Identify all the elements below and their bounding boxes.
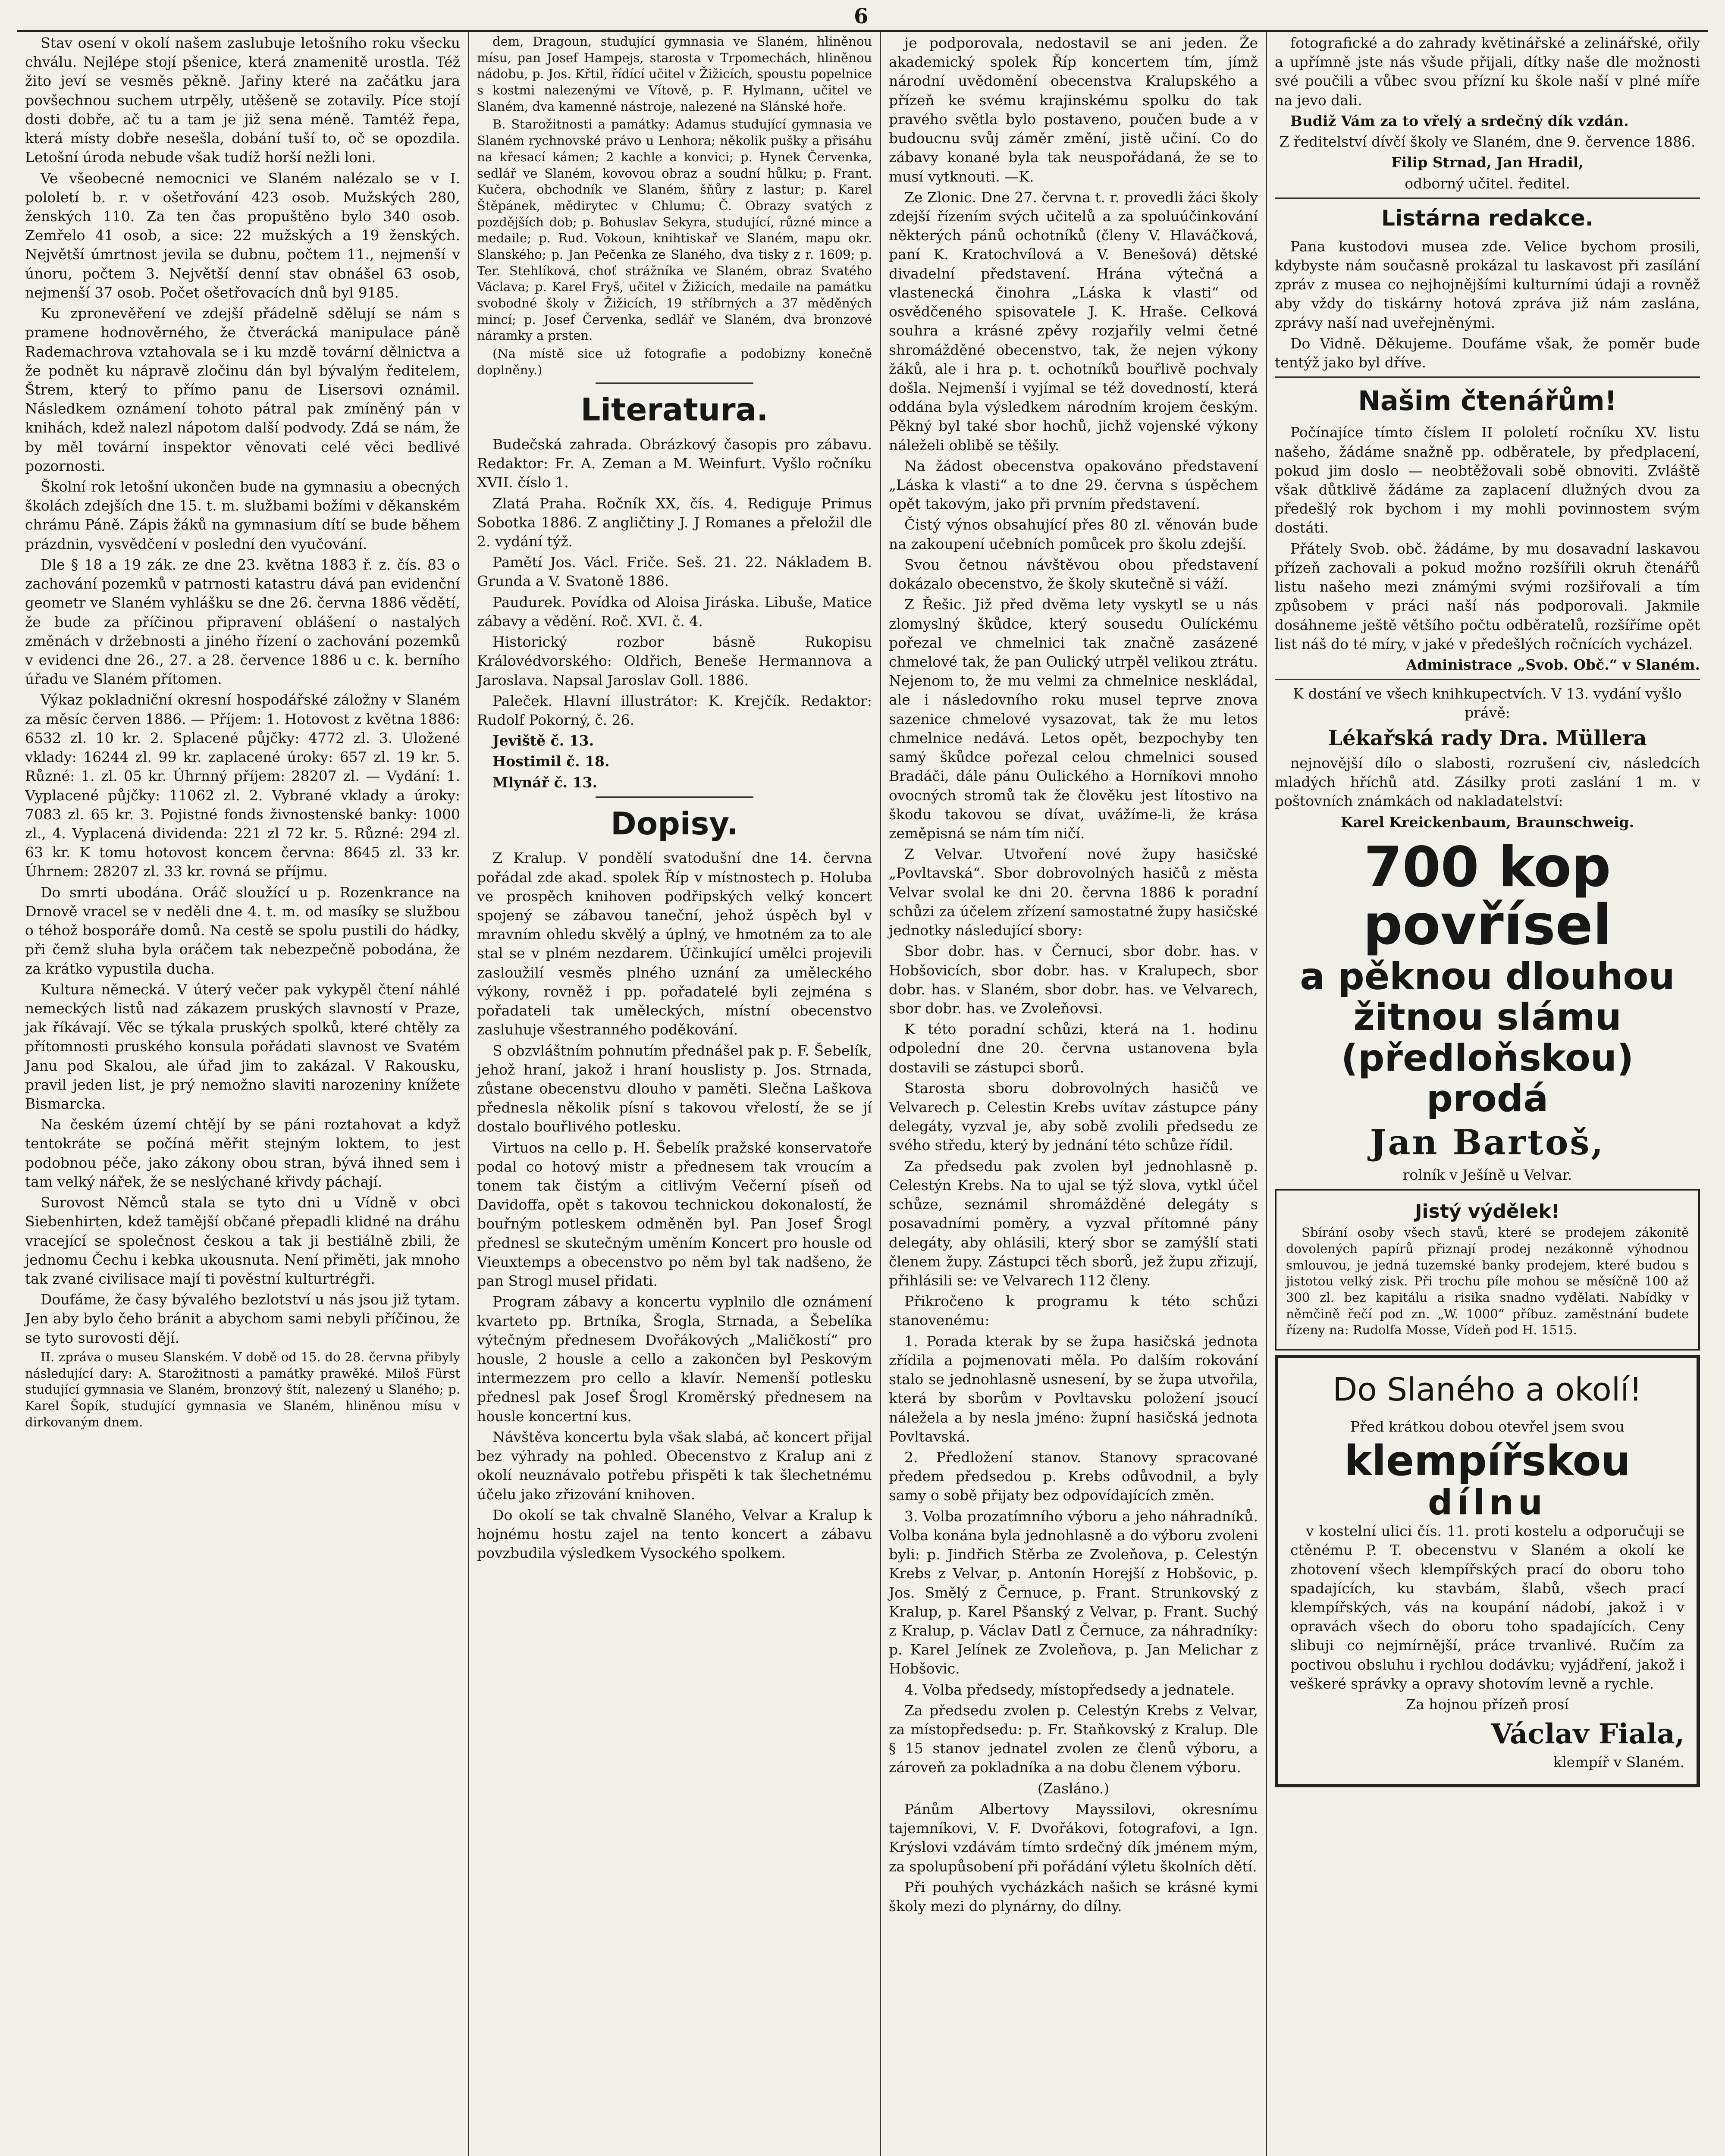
lekarska-intro: K dostání ve všech knihkupectvích. V 13. vydání vyšlo právě: [1293,685,1682,721]
article-paragraph: Do okolí se tak chvalně Slaného, Velvar a Kralup k hojnému hostu zajel na tento koncert a zábavu povzbudila výsledkem Vysockého spolkem. [477,1506,872,1562]
literatura-heading: Literatura. [580,392,768,428]
article-paragraph: Program zábavy a koncertu vyplnilo dle oznámení kvarteto pp. Brtníka, Šrogla, Strnada, a Šebelíka výtečným přednesem Dvořákových „Maličkostí“ pro housle, 2 housle a cello a zakončen byl Peskovým intermezzem pro cello a klavír. Nemenší potlesku přednesl pak Josef Šrogl Kroměrský přednesem na housle koncertní kus. [477,1293,872,1425]
letter-roles: odborný učitel. ředitel. [1405,175,1570,192]
article-paragraph: (Na místě sice už fotografie a podobizny konečně doplněny.) [477,346,872,377]
klempir-intro: Před krátkou dobou otevřel jsem svou [1350,1418,1625,1435]
article-paragraph: 2. Předložení stanov. Stanovy spracované předem předsedou p. Krebs odůvodnil, a byly samy o sobě přijaty bez odpovídajících změn. [889,1448,1258,1504]
article-paragraph: 3. Volba prozatímního výboru a jeho náhradníků. Volba konána byla jednohlasně a do výboru zvoleni byli: p. Jindřich Stěrba ze Zvoleňova, p. Celestýn Krebs z Velvar, p. Antonín Horejší z Hobšovic, p. Jos. Smělý z Černuce, p. Frant. Strunkovský z Kralup, p. Karel Pšanský z Velvar, p. Frant. Suchý z Kralup, p. Václav Datl z Černuce, za náhradníky: p. Karel Jelínek ze Zvoleňova, p. Jan Melichar z Hobšovic. [889,1507,1258,1677]
administrace-sign: Administrace „Svob. Obč.“ v Slaném. [1406,656,1700,673]
klempir-ad [1275,1355,1700,1787]
column-4 [1266,32,1708,2156]
article-paragraph: Do smrti ubodána. Oráč sloužící u p. Rozenkrance na Drnově vracel se v neděli dne 4. t. m. od masíky se službou o téhož bosporáře domů. Na cestě se spolu pustili do hádky, při čemž sluha byla oráčem tak nebezpečně pobodána, že za krátko vypustila ducha. [25,884,460,977]
lekarska-title: Lékařská rady Dra. Müllera [1328,726,1647,750]
article-paragraph: Dle § 18 a 19 zák. ze dne 23. května 1883 ř. z. čís. 83 o zachování pozemků v patrnosti katastru dává pan evidenční geometr ve Slaném vyhlášku se dne 26. června 1886 vědětí, že bude za příčinou připravení oblášení o nastalých změnách v držebnosti a jiného řízení o zachování pozemků v evidenci dne 26., 27. a 28. července 1886 u c. k. berního úřadu ve Slaném přítomen. [25,556,460,688]
literature-item: Budečská zahrada. Obrázkový časopis pro zábavu. Redaktor: Fr. A. Zeman a M. Weinfurt. Vyšlo ročníku XVII. číslo 1. [477,436,872,491]
divider [1275,197,1700,199]
article-paragraph: Školní rok letošní ukončen bude na gymnasiu a obecných školách zdejších dne 15. t. m. službami božími v děkanském chrámu Páně. Zápis žáků na gymnasium dítí se bude během prázdnin, vysvědčení v poslední den vyučování. [25,478,460,552]
article-paragraph: K této poradní schůzi, která na 1. hodinu odpolední dne 20. června ustanovena byla dostavili se zástupci sborů. [889,1021,1258,1076]
divider [1275,679,1700,680]
kop-text: a pěknou dlouhou žitnou slámu (předloňskou) prodá [1300,955,1675,1121]
klempir-big: klempířskou [1344,1436,1631,1485]
lekarska-seller: Karel Kreickenbaum, Braunschweig. [1340,813,1634,830]
vydelek-ad [1275,1189,1700,1351]
article-paragraph: Návštěva koncertu byla však slabá, ač koncert přijal bez výhrady na pohled. Obecenstvo z Kralup ani z okolí neuznávalo potřebu přispěti k tak šlechetnému účelu jako zřizování knihoven. [477,1428,872,1503]
klempir-greeting: Za hojnou přízeň prosí [1406,1696,1569,1713]
column-1 [17,32,468,2156]
article-paragraph: Stav osení v okolí našem zaslubuje letošního roku všecku chválu. Nejlépe stojí pšenice, která znamenitě urostla. Též žito jeví se vesměs pěkně. Jařiny které na začátku jara povšechnou suchem utrpěly, utěšeně se zotavily. Píce stojí dosti dobře, ač tu a tam je již sena méně. Tamtéž řepa, která místy dobře nesešla, dobání tuší to, oč se opozdila. Letošní úroda nebude však tudíž horší nežli loni. [25,34,460,166]
article-paragraph: B. Starožitnosti a památky: Adamus studující gymnasia ve Slaném rychnovské právo u Lenhora; několik pušky a přisáhu na křesací kámen; 2 kachle a konvici; p. Hynek Červenka, sedlář ve Slaném, kovovou obraz a soudní hůlku; p. Frant. Kučera, obchodník ve Slaném, šňůry z lastur; p. Karel Štěpánek, mědirytec v Chlumu; Č. Obrazy svatých z pozdějších dob; p. Bohuslav Sekyra, studující, různé mince a medaile; p. Rud. Vokoun, knihtiskař ve Slaném, mapu okr. Slanského; p. Jan Pečenka ze Slaného, dva tisky z r. 1609; p. Ter. Stehlíková, choť strážníka ve Slaném, obraz Svatého Václava; p. Karel Fryš, učitel v Žižicích, medaile na památku svobodné školy v Žižicích, 19 stříbrných a 37 měděných mincí; p. Josef Červenka, sedlář ve Slaném, dva bronzové náramky a prsten. [477,117,872,343]
listarna-text: Do Vidně. Děkujeme. Doufáme však, že poměr bude tentýž jako byl dříve. [1275,335,1700,371]
klempir-sign: Václav Fiala, [1491,1718,1684,1751]
article-paragraph: Čistý výnos obsahující přes 80 zl. věnován bude na zakoupení učebních pomůcek pro školu zdejší. [889,516,1258,552]
article-paragraph: Surovost Němců stala se tyto dni u Vídně v obci Siebenhirten, kdež tamější občané přepadli klidné na dráhu vracející se společnost českou a tak ji bestiálně zbili, že jednomu Čechu i kebka ukousnuta. Není přiměti, jak mnoho tak zvané civilisace mají ti pověstní kulturtrégři. [25,1194,460,1287]
newspaper-page [17,30,1708,2156]
article-paragraph: Ve všeobecné nemocnici ve Slaném nalézalo se v I. pololetí b. r. v ošetřování 423 osob. Mužských 280, ženských 110. Za ten čas propuštěno bylo 340 osob. Zemřelo 41 osob, a sice: 22 mužských a 19 ženských. Největší úmrtnost jevila se dubnu, počtem 11., nejmenší v únoru, počtem 3. Největší denní stav obnášel 63 osob, nejmenší 37 osob. Počet ošetřovacích dnů byl 9185. [25,169,460,301]
article-paragraph: Výkaz pokladniční okresní hospodářské záložny v Slaném za měsíc červen 1886. — Příjem: 1. Hotovost z května 1886: 6532 zl. 10 kr. 2. Splacené půjčky: 4772 zl. 3. Uložené vklady: 16244 zl. 99 kr. zaplacené úroky: 657 zl. 19 kr. 5. Různé: 1. zl. 05 kr. Úhrnný příjem: 28207 zl. — Vydání: 1. Vyplacené půjčky: 11062 zl. 2. Vybrané vklady a úroky: 7083 zl. 65 kr. 3. Pojistné fonds živnostenské banky: 1000 zl., 4. Vyplacená dividenda: 221 zl 72 kr. 5. Různé: 294 zl. 63 kr. K tomu hotovost koncem června: 8645 zl. 33 kr. Úhrnem: 28207 zl. 33 kr. rovná se příjmu. [25,691,460,880]
kop-seller: Jan Bartoš, [1370,1122,1605,1163]
article-paragraph: S obzvláštním pohnutím přednášel pak p. F. Šebelík, jehož hraní, jakož i hraní houslisty p. Jos. Strnada, zůstane obecenstvu dlouho v paměti. Slečna Laškova přednesla několik písní s takovou vřelostí, že se jí dostalo bouřlivého potlesku. [477,1042,872,1135]
article-paragraph: II. zpráva o museu Slanském. V době od 15. do 28. června přibyly následující dary: A. Starožitnosti a památky prawěké. Miloš Fürst studující gymnasia ve Slaném, bronzový štít, nalezený u Slaného; p. Karel Šopík, studující gymnasia ve Slaném, hliněnou mísu v dirkovaným dnem. [25,1349,460,1429]
article-paragraph: Na žádost obecenstva opakováno představení „Láska k vlasti“ a to dne 29. června s úspěchem opět takovým, jako při prvním představení. [889,457,1258,513]
klempir-head: Do Slaného a okolí! [1333,1371,1642,1409]
article-paragraph: fotografické a do zahrady květinářské a zelinářské, ořily a upřímně jste nás všude přijali, dítky naše dle možnosti své poučili a vůbec svou přízní ku škole naší v plné míře na jevo dali. [1275,34,1700,109]
literature-item: Paleček. Hlavní illustrátor: K. Krejčík. Redaktor: Rudolf Pokorný, č. 26. [477,692,872,728]
kop-headline: 700 kop povřísel [1363,835,1612,958]
divider [596,382,753,384]
article-paragraph: Za předsedu pak zvolen byl jednohlasně p. Celestýn Krebs. Na to ujal se týž slova, vytkl účel schůze, seznámil shromážděné delegáty s posavadními poměry, a vyzval přítomné pány delegáty, aby ohlásili, který sbor se zamýšlí stati členem župy. Zástupci těch sborů, jež župu zřizují, přihlásili se: ve Velvarech 112 členy. [889,1157,1258,1289]
article-paragraph: Sbor dobr. has. v Černuci, sbor dobr. has. v Hobšovicích, sbor dobr. has. v Kralupech, sbor dobr. has. v Slaném, sbor dobr. has. ve Velvarech, sbor dobr. has. ve Zvoleňovsi. [889,943,1258,1017]
klempir-sub: klempíř v Slaném. [1553,1754,1684,1771]
letter-place: Z ředitelství dívčí školy ve Slaném, dne 9. července 1886. [1279,133,1696,150]
column-3 [880,32,1266,2156]
literature-item: Hostimil č. 18. [492,753,610,770]
letter-signatures: Filip Strnad, Jan Hradil, [1391,154,1584,171]
klempir-text: v kostelní ulici čís. 11. proti kostelu a odporučuji se ctěnému P. T. obecenstvu v Slaném a okolí ke zhotovení všech klempířských prací do oboru toho spadajících, ku stavbám, šlabů, všech prací klempířských, vás na koupání nádobí, jakož i v opravách všech do oboru toho spadajících. Ceny slibuji co nejmírnější, práce trvanlivé. Ručím za poctivou obsluhu i rychlou dodávku; vyjádření, jakož i veškeré správky a opravy shotovím levně a rychle. [1290,1523,1684,1692]
listarna-text: Pana kustodovi musea zde. Velice bychom prosili, kdybyste nám současně prokázal tu laskavost při zasílání zpráv z musea co nejhojnějšími kulturními údaji a rovněž aby vždy do tiskárny hotová zpráva již nám zaslána, zprávy naší nad uveřejněnými. [1275,238,1700,331]
column-2 [468,32,880,2156]
article-paragraph: Doufáme, že časy bývalého bezlotství u nás jsou již tytam. Jen aby bylo čeho bránit a abychom sami nebyli příčinou, že se tyto surovosti dějí. [25,1291,460,1346]
article-paragraph: 4. Volba předsedy, místopředsedy a jednatele. [904,1681,1235,1698]
listarna-heading: Listárna redakce. [1381,205,1593,231]
article-paragraph: Z Kralup. V pondělí svatodušní dne 14. června pořádal zde akad. spolek Říp v místnostech p. Holuba ve prospěch knihoven podřipských velký koncert spojený se zábavou taneční, jehož úspěch byl v mravním ohledu skvělý a úplný, ve hmotném za to ale stal se v plném nezdarem. Účinkující umělci projevili zasloužilí vesměs plného uznání za uměleckého výkony, rovněž i pp. pořadatelé byli zejména s pořadateli tak uměleckých, místní obecenstvo zasluhuje všestranného poděkování. [477,849,872,1038]
ctenari-text: Přátely Svob. obč. žádáme, by mu dosavadní laskavou přízeň zachovali a pokud možno rozšířili okruh čtenářů listu našeho mezi známými svými rozšiřovali a tím způsobem v práci naší nás podporovali. Jakmile dosáhneme ještě většího počtu odběratelů, rozšíříme opět list náš do té míry, v jaké v předešlých ročnících vycházel. [1275,540,1700,652]
article-paragraph: Z Velvar. Utvoření nové župy hasičské „Povltavská“. Sbor dobrovolných hasičů z města Velvar svolal ke dni 20. června 1886 k poradní schůzi za účelem zřízení samostatné župy hasičské jednotky následující sbory: [889,846,1258,939]
article-paragraph: Svou četnou návštěvou obou představení dokázalo obecenstvo, že školy skutečně si váží. [889,556,1258,592]
article-paragraph: dem, Dragoun, studující gymnasia ve Slaném, hliněnou mísu, pan Josef Hampejs, starosta v Trpomechách, hliněnou nádobu, p. Jos. Křtil, řídící učitel v Žižicích, spoustu popelnice s kostmi nalezenými ve Vítově, p. F. Hylmann, učitel ve Slaném, dva kamenné nástroje, nalezené na Slánské hoře. [477,34,872,114]
literature-item: Historický rozbor básně Rukopisu Královédvorského: Oldřich, Beneše Hermannova a Jaroslava. Napsal Jaroslav Goll. 1886. [477,633,872,689]
klempir-big2: dílnu [1427,1482,1547,1523]
lekarska-text: nejnovější dílo o slabosti, rozrušení civ, následcích mladých hříchů atd. Zásilky proti zaslání 1 m. v poštovních známkách od nakladatelství: [1275,754,1700,810]
ctenari-heading: Našim čtenářům! [1358,385,1617,417]
article-paragraph: Při pouhých vycházkách našich se krásné kymi školy mezi do plynárny, do dílny. [889,1878,1258,1915]
literature-item: Jeviště č. 13. [492,732,594,749]
ctenari-text: Počínajíce tímto číslem II pololetí ročníku XV. listu našeho, žádáme snažně pp. odběratele, by předplacení, pokud jim doslo — neobtěžovali sobě obnoviti. Zvláště však důtklivě žádáme za zaplacení dlužných dvou za předešlý rok bychom i my mohli povinnostem svým dostáti. [1275,424,1700,536]
article-paragraph: Starosta sboru dobrovolných hasičů ve Velvarech p. Celestin Krebs uvítav zástupce pány delegáty, vyzval je, aby sobě zvolili předsedu ze svého středu, který by jednání této schůze řídil. [889,1079,1258,1154]
literature-item: Mlynář č. 13. [492,774,597,791]
literature-item: Paudurek. Povídka od Aloisa Jiráska. Libuše, Matice zábavy a vědění. Roč. XVI. č. 4. [477,593,872,630]
article-paragraph: Ku zpronevěření ve zdejší přádelně sdělují se nám s pramene hodnověrného, že čtverácká manipulace páně Rademachrova vztahovala se i ku mzdě tovární dělnictva a že podnět ku nápravě zločinu dán byl bývalým ředitelem, Štrem, který to přímo panu de Lisersovi oznámil. Následkem oznámení tohoto pátral pak zmíněný pán v knihách, kdež nalezl nápotom další podvody. Zdá se nám, že by měl tovární inspektor věnovati celé věci bedlivé pozornosti. [25,305,460,474]
vydelek-text: Sbírání osoby všech stavů, které se prodejem zákonitě dovolených papírů přiznají prodej nezákonně výhodnou smlouvou, je jedná tuzemské banky prodejem, které budou s jistotou velký zisk. Při trochu píle mohou se měsíčně 100 až 300 zl. bez kapitálu a risika snadno vydělati. Nabídky v němčině řečí pod zn. „W. 1000“ příbuz. zaměstnání budete řízeny na: Rudolfa Mosse, Vídeň pod H. 1515. [1286,1225,1689,1338]
article-paragraph: Přikročeno k programu k této schůzi stanovenému: [889,1293,1258,1329]
article-paragraph: Pánům Albertovy Mayssilovi, okresnímu tajemníkovi, V. F. Dvořákovi, fotografovi, a Ign. Krýslovi vzdávám tímto srdečný dík jménem mým, za spolupůsobení při pořádání výletu školních dětí. [889,1800,1258,1875]
article-paragraph: Na českém území chtějí by se páni roztahovat a když tentokráte se počíná měřit stejným loktem, to jest podobnou péče, jako zákony obou stran, bývá ihned sem i tam velký nářek, že se neslýchané křivdy páchají. [25,1116,460,1190]
article-paragraph: Ze Zlonic. Dne 27. června t. r. provedli žáci školy zdejší řízením svých učitelů a za spoluúčinkování některých pánů ochotníků (členy V. Hlaváčková, paní K. Kratochvílová a V. Benešová) dětské divadelní představení. Hrána výtečná a vlastenecká činohra „Láska k vlasti“ od osvědčeného spisovatele J. K. Hraše. Celková souhra a krásné zpěvy rozjařily velmi četné shromážděné obecenstvo, tak, že nejen výkony žáků, ale i hra p. t. ochotníků bouřlivě pochvaly došla. Nejmenší i vyjímal se též dovedností, která oddána byla výsledkem národním krojem českým. Pěkný byl také sbor hochů, jichž vojenské výkony náleželi oblibě se těšily. [889,188,1258,454]
article-paragraph: Za předsedu zvolen p. Celestýn Krebs z Velvar, za místopředsedu: p. Fr. Staňkovský z Kralup. Dle § 15 stanov jednatel zvolen ze členů výboru, a zároveň za pokladníka a na dobu členem výboru. [889,1702,1258,1776]
divider [596,796,753,798]
dopisy-heading: Dopisy. [611,805,738,842]
article-paragraph: Virtuos na cello p. H. Šebelík pražské konservatoře podal co hotový mistr a přednesem tak vroucím a tonem tak čistým a citlivým Večerní píseň od Davidoffa, opět s takovou technickou dokonalostí, že bouřným potleskem odměněn byl. Pan Josef Šrogl přednesl se skutečným uměním Koncert pro housle od Vieuxtemps a obecenstvo po něm byl tak nadšeno, že pan Strogl musel přidati. [477,1139,872,1290]
divider [1275,376,1700,378]
page-number: 6 [854,4,869,28]
zaslano-label: (Zasláno.) [1037,1780,1110,1797]
article-paragraph: Budiž Vám za to vřelý a srdečný dík vzdán. [1290,112,1629,129]
vydelek-heading: Jistý výdělek! [1415,1200,1560,1223]
literature-item: Zlatá Praha. Ročník XX, čís. 4. Rediguje Primus Sobotka 1886. Z angličtiny J. J Romanes a přeložil dle 2. vydání týž. [477,495,872,550]
article-paragraph: Kultura německá. V úterý večer pak vykypěl čtení náhlé nemeckých listů nad zákazem pruských slavností v Praze, jak říkávají. Věc se týkala pruských spolků, které chtěly za přítomnosti pruského konsula pořádati slavnost ve Svatém Janu pod Skalou, ale úřad jim to zakázal. V Rakousku, pravil jeden list, je prý nemožno slaviti narozeniny knížete Bismarcka. [25,981,460,1112]
article-paragraph: 1. Porada kterak by se župa hasičská jednota zřídila a pojmenovati měla. Po dalším rokování stalo se jednohlasně usnesení, by se župa utvořila, která by sborům v Povltavsku položení jsoucí náležela a by nesla jméno: župní hasičská jednota Povltavská. [889,1332,1258,1445]
article-paragraph: je podporovala, nedostavil se ani jeden. Že akademický spolek Říp koncertem tím, jímž národní uvědomění obecenstva Kralupského a přízeň ke svému krajinskému spolku do tak pravého světla bylo postaveno, poučen bude a v budoucnu svůj záměr změní, jistě učiní. Co do zábavy konané byla tak neuspořádaná, že se to musí vytknouti. —K. [889,34,1258,185]
literature-item: Pamětí Jos. Václ. Friče. Seš. 21. 22. Nákladem B. Grunda a V. Svatoně 1886. [477,554,872,590]
article-paragraph: Z Řešic. Již před dvěma lety vyskytl se u nás zlomyslný škůdce, který sousedu Oulíckému pořezal ve chmelnici tak značně zasázené chmelové tak, že pan Oulický utrpěl velikou ztrátu. Nejenom to, že mu velmi za chmelnice neskládal, ale i následovního roku musel teprve znova sazenice chmelové vysazovat, tak že mu letos chmelnice nedává. Letos opět, bezpochyby ten samý škůdce pořezal celou chmelnici soused Bradáči, dále pánu Oulického a Horníkovi mnoho ovocných stromů tak že člověku jest lítostivo na škodu takovou se dívat, uvážíme-li, že krása zeměpisná se nám tím ničí. [889,596,1258,842]
kop-place: rolník v Ješíně u Velvar. [1402,1166,1572,1184]
